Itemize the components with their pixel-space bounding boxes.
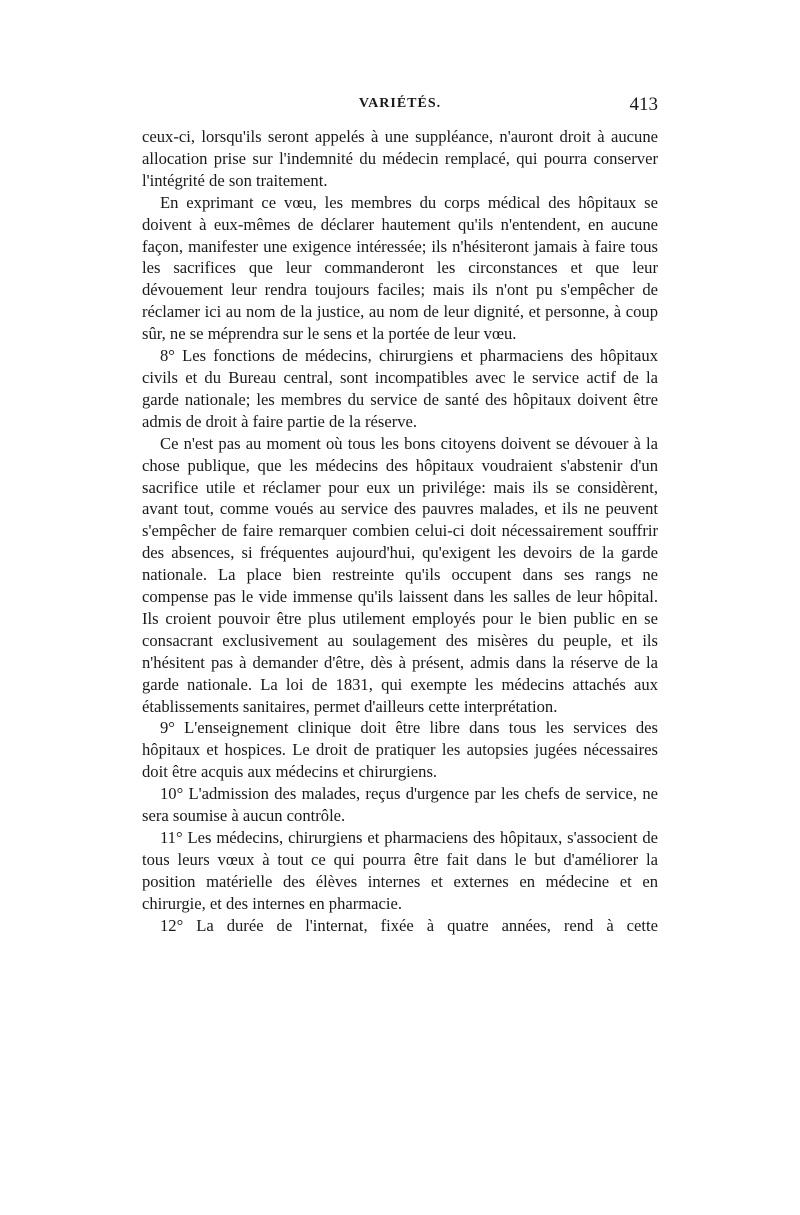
paragraph-item-11: 11° Les médecins, chirurgiens et pharmaciens des hôpitaux, s'associent de tous leurs vœux à tout ce qui pourra être fait dans le but d'améliorer la position matérielle des élèves internes et externes en médecine et en chirurgie, et des internes en pharmacie. [142, 828, 658, 913]
paragraph-item-12: 12° La durée de l'internat, fixée à quatre années, rend à cette [160, 915, 658, 935]
running-head [142, 96, 658, 120]
paragraph: En exprimant ce vœu, les membres du corps médical des hôpitaux se doivent à eux-mêmes de déclarer hautement qu'ils n'entendent, en aucune façon, manifester une exigence intéressée; ils n'hésiteront jamais à faire tous les sacrifices que leur commanderont les circonstances et que leur dévouement leur rendra toujours faciles; mais ils n'ont pu s'empêcher de réclamer ici au nom de la justice, au nom de leur dignité, et personne, à coup sûr, ne se méprendra sur le sens et la portée de leur vœu. [142, 192, 658, 344]
paragraph: Ce n'est pas au moment où tous les bons citoyens doivent se dévouer à la chose publique, que les médecins des hôpitaux voudraient s'abstenir d'un sacrifice utile et réclamer pour eux un privilége: mais ils se considèrent, avant tout, comme voués au service des pauvres malades, et ils ne peuvent s'empêcher de faire remarquer combien celui-ci doit nécessairement souffrir des absences, si fréquentes aujourd'hui, qu'exigent les devoirs de la garde nationale. La place bien restreinte qu'ils occupent dans ses rangs ne compense pas le vide immense qu'ils laissent dans les salles de leur hôpital. Ils croient pouvoir être plus utilement employés pour le bien public en se consacrant exclusivement au soulagement des misères du peuple, et ils n'hésitent pas à demander d'être, dès à présent, admis dans la réserve de la garde nationale. La loi de 1831, qui exempte les médecins attachés aux établissements sanitaires, permet d'ailleurs cette interprétation. [142, 433, 658, 716]
body-text [142, 126, 658, 937]
paragraph-item-8: 8° Les fonctions de médecins, chirurgiens et pharmaciens des hôpitaux civils et du Bureau central, sont incompatibles avec le service actif de la garde nationale; les membres du service de santé des hôpitaux doivent être admis de droit à faire partie de la réserve. [142, 346, 658, 431]
paragraph-item-9: 9° L'enseignement clinique doit être libre dans tous les services des hôpitaux et hospices. Le droit de pratiquer les autopsies jugées nécessaires doit être acquis aux médecins et chirurgiens. [142, 718, 658, 782]
paragraph-item-10: 10° L'admission des malades, reçus d'urgence par les chefs de service, ne sera soumise à aucun contrôle. [142, 784, 658, 826]
paragraph-continuation: ceux-ci, lorsqu'ils seront appelés à une suppléance, n'auront droit à aucune allocation prise sur l'indemnité du médecin remplacé, qui pourra conserver l'intégrité de son traitement. [142, 127, 658, 190]
running-title: VARIÉTÉS. [358, 96, 442, 111]
page [142, 96, 658, 937]
page-number: 413 [629, 94, 658, 115]
